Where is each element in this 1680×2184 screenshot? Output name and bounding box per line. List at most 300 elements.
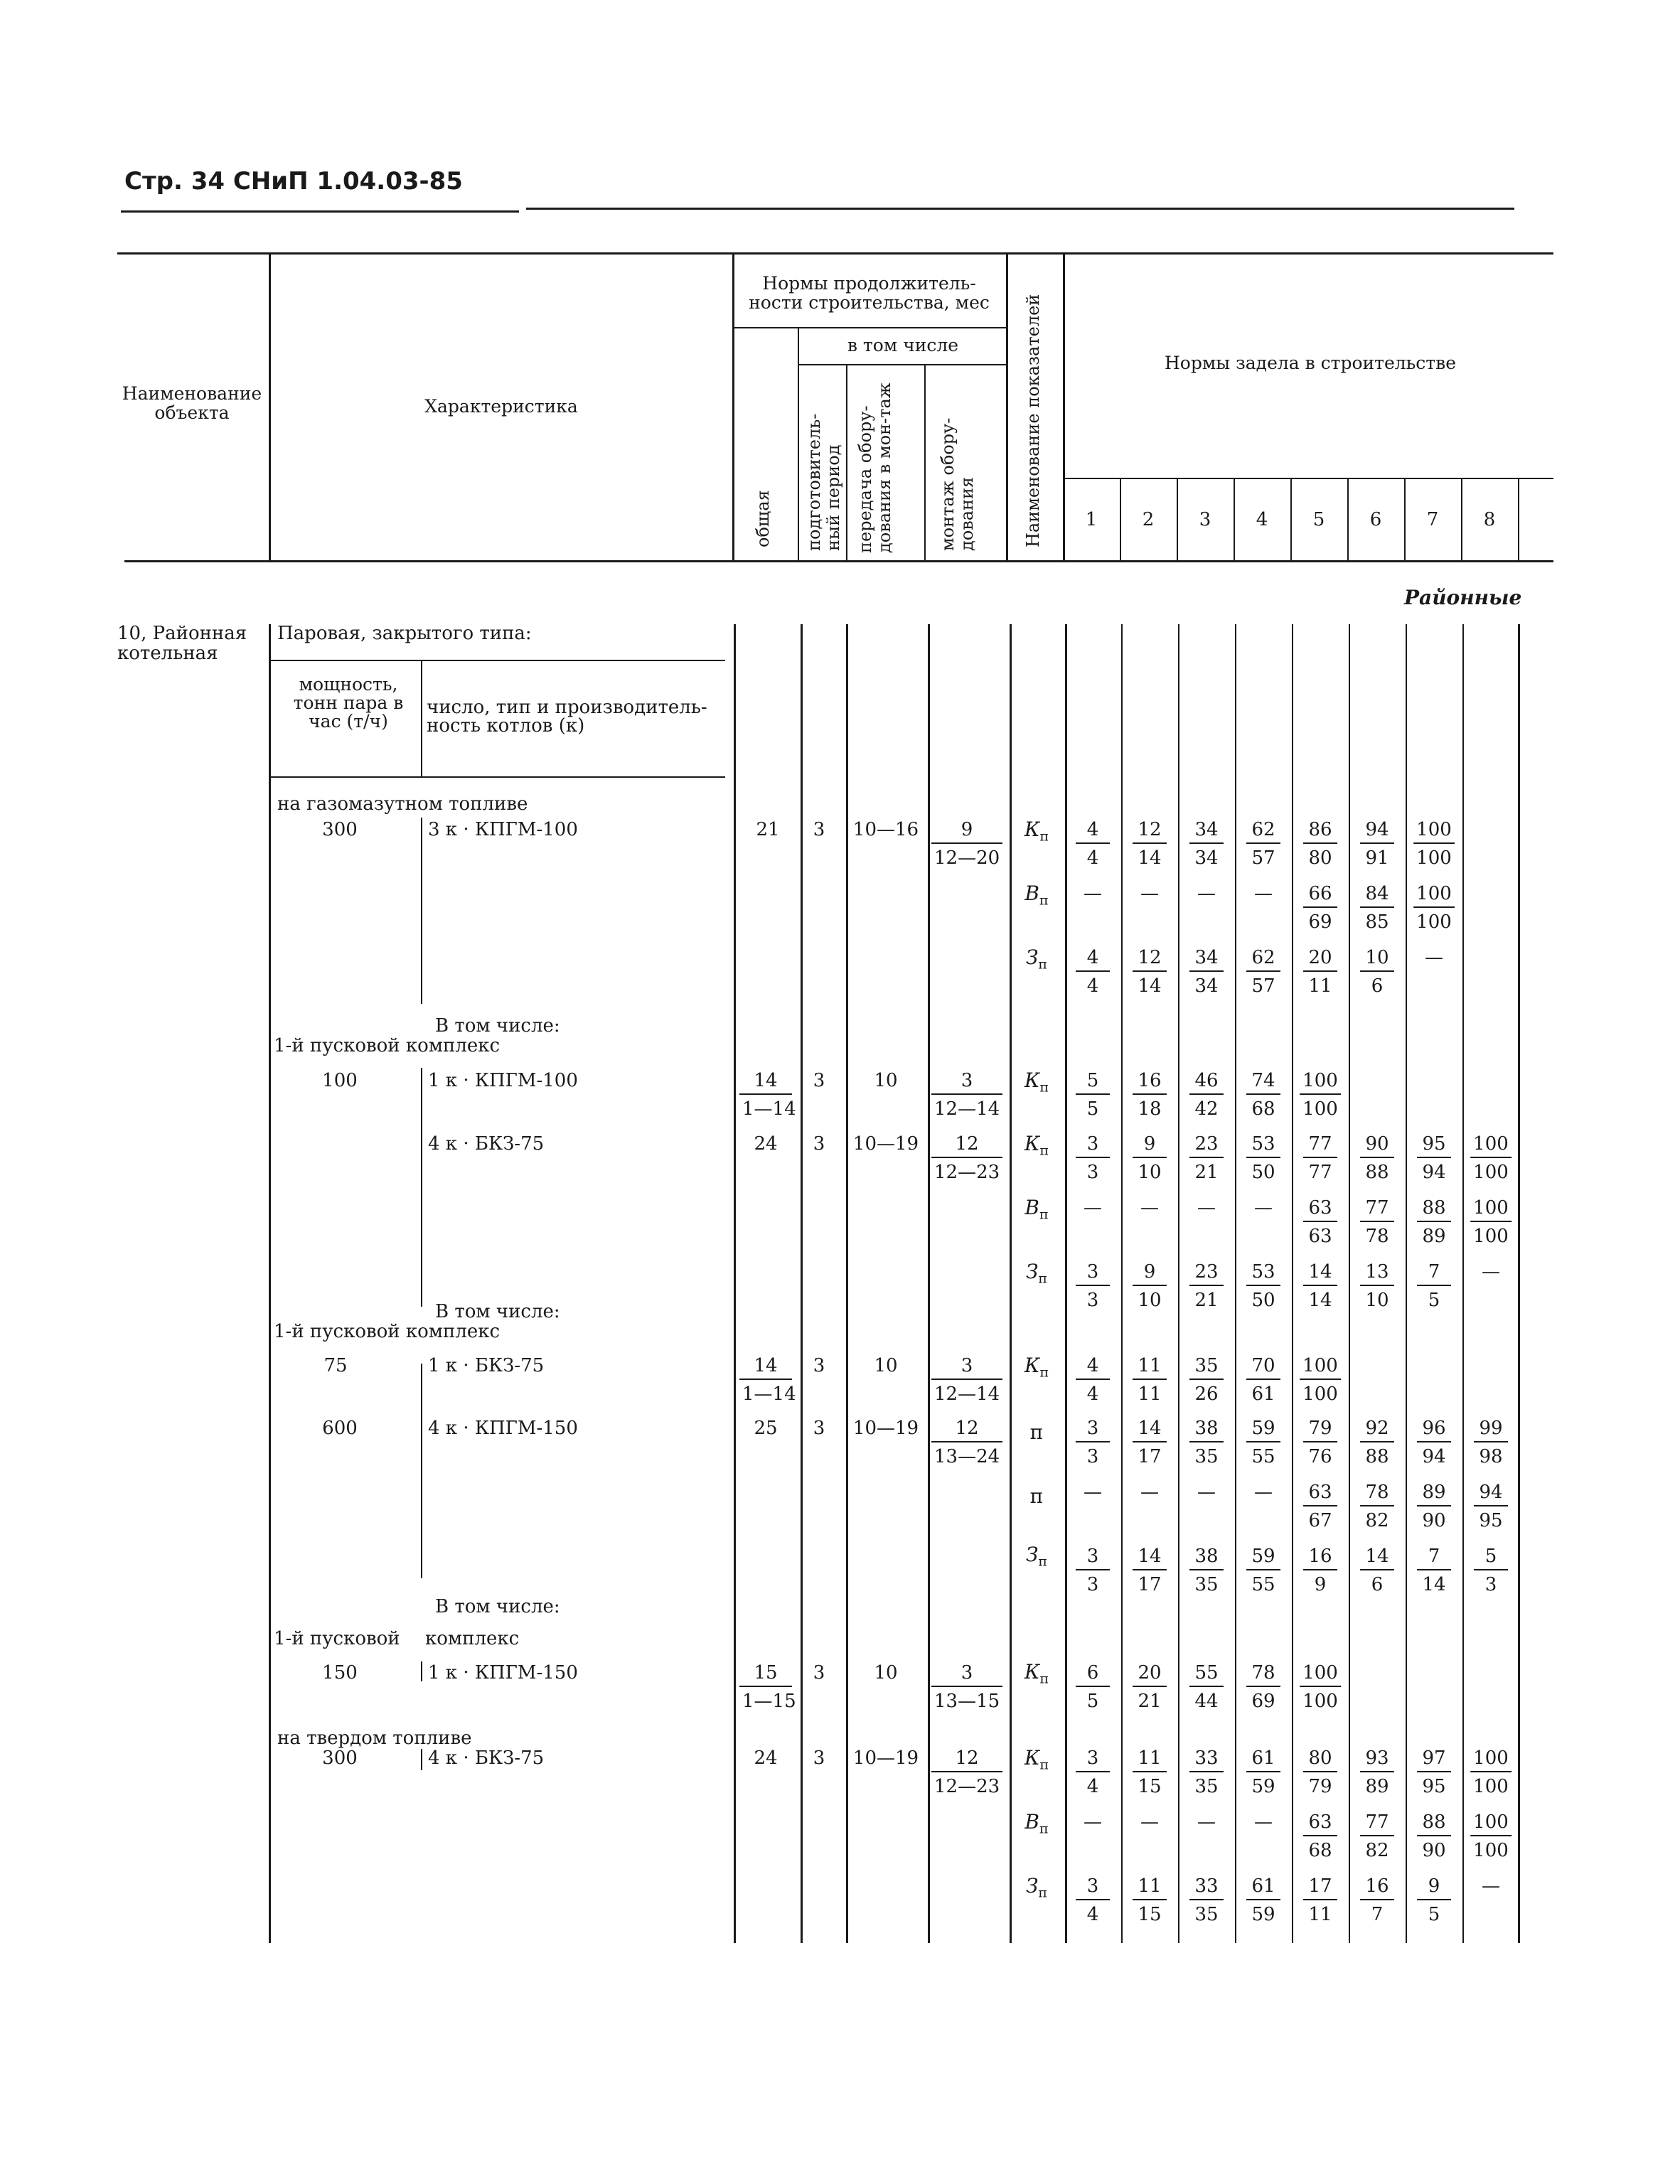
backlog-r7-Z-m4 (1246, 1875, 1280, 1925)
backlog-numerator: 4 (1076, 819, 1110, 844)
backlog-numerator: — (1425, 947, 1443, 968)
backlog-numerator: 100 (1413, 883, 1455, 908)
backlog-numerator: 34 (1189, 819, 1224, 844)
backlog-numerator: 77 (1360, 1811, 1394, 1836)
backlog-r7-K-m3 (1189, 1747, 1224, 1797)
backlog-numerator: 17 (1303, 1875, 1337, 1900)
row6-power: 150 (322, 1662, 358, 1684)
ind-sub: п (1038, 1885, 1048, 1901)
backlog-denominator: 82 (1365, 1510, 1389, 1531)
backlog-numerator: 3 (1076, 1747, 1110, 1772)
row7-install-d: 12—23 (934, 1776, 1000, 1797)
backlog-r3-B-m1 (1076, 1197, 1110, 1247)
backlog-r3-K-m7 (1417, 1133, 1451, 1183)
backlog-denominator: 42 (1194, 1098, 1219, 1120)
row1-boiler: 3 к · КПГМ-100 (428, 819, 578, 840)
backlog-denominator (1474, 1900, 1508, 1925)
backlog-denominator: 4 (1086, 847, 1099, 869)
backlog-r3-Z-m8 (1474, 1261, 1508, 1311)
backlog-denominator: 14 (1138, 975, 1162, 997)
backlog-denominator: 14 (1422, 1574, 1446, 1595)
backlog-r1-K-m2 (1133, 819, 1167, 869)
backlog-numerator: 46 (1189, 1070, 1224, 1095)
row2-transfer: 10 (874, 1070, 898, 1091)
backlog-r3-Z-m4 (1246, 1261, 1280, 1311)
backlog-denominator: 61 (1251, 1383, 1275, 1405)
backlog-numerator: 61 (1246, 1875, 1280, 1900)
sub-header-boilers: число, тип и производитель-ность котлов (к) (427, 697, 707, 737)
ind-letter: З (1025, 946, 1039, 969)
backlog-numerator: 9 (1133, 1261, 1167, 1286)
row7-install-n: 12 (931, 1747, 1002, 1772)
backlog-denominator: 5 (1086, 1691, 1099, 1712)
backlog-r6-K-m1 (1076, 1662, 1110, 1712)
backlog-numerator: 80 (1303, 1747, 1337, 1772)
row2-prep: 3 (813, 1070, 825, 1091)
month-7: 7 (1426, 509, 1439, 530)
backlog-r7-B-m4 (1246, 1811, 1280, 1861)
backlog-r1-B-m4 (1246, 883, 1280, 933)
backlog-denominator: 50 (1251, 1290, 1275, 1311)
backlog-denominator: 7 (1371, 1904, 1384, 1925)
row4-power: 75 (323, 1355, 348, 1376)
col-equip-transfer-text: передача обору-дования в мон-таж (855, 382, 894, 553)
backlog-denominator (1246, 1222, 1280, 1247)
row7-transfer: 10—19 (852, 1747, 919, 1769)
backlog-denominator: 3 (1086, 1290, 1099, 1311)
backlog-denominator: 59 (1251, 1904, 1275, 1925)
backlog-denominator: 78 (1365, 1226, 1389, 1247)
row2-total-n: 14 (739, 1070, 792, 1095)
col-including: в том числе (847, 335, 959, 355)
row1-total: 21 (756, 819, 780, 840)
row7-power: 300 (322, 1747, 358, 1769)
backlog-denominator: 100 (1473, 1776, 1509, 1797)
backlog-denominator: 34 (1194, 847, 1219, 869)
col-equip-install-text: монтаж обору-дования (938, 417, 977, 551)
backlog-denominator: 4 (1086, 1776, 1099, 1797)
backlog-denominator: 6 (1371, 975, 1384, 997)
label-launch-3a: 1-й пусковой (274, 1628, 400, 1649)
backlog-r7-B-m7 (1417, 1811, 1451, 1861)
backlog-denominator: 5 (1086, 1098, 1099, 1120)
backlog-r4-K-m2 (1133, 1355, 1167, 1405)
backlog-r4-K-m5 (1300, 1355, 1341, 1405)
row4-total-n: 14 (739, 1355, 792, 1380)
backlog-numerator: — (1482, 1261, 1500, 1283)
backlog-denominator: 68 (1308, 1840, 1332, 1861)
backlog-denominator: 50 (1251, 1162, 1275, 1183)
backlog-denominator (1189, 1836, 1224, 1861)
label-launch-1: 1-й пусковой комплекс (274, 1035, 501, 1056)
backlog-r3-B-m7 (1417, 1197, 1451, 1247)
sub-header-power: мощность, тонн пара в час (т/ч) (293, 674, 404, 732)
section-label: Районные (1404, 586, 1522, 609)
backlog-denominator: 4 (1086, 1383, 1099, 1405)
row5-install-d: 13—24 (934, 1446, 1000, 1467)
backlog-r3-Z-m5 (1303, 1261, 1337, 1311)
backlog-r3-K-m8 (1470, 1133, 1512, 1183)
backlog-numerator: 14 (1360, 1546, 1394, 1570)
backlog-r5-Z-m7 (1417, 1546, 1451, 1595)
backlog-r7-Z-m5 (1303, 1875, 1337, 1925)
backlog-denominator: 3 (1484, 1574, 1497, 1595)
backlog-numerator: 14 (1133, 1418, 1167, 1442)
backlog-denominator (1133, 908, 1167, 933)
backlog-numerator: 14 (1133, 1546, 1167, 1570)
backlog-numerator: 3 (1076, 1875, 1110, 1900)
backlog-numerator: 88 (1417, 1197, 1451, 1222)
backlog-denominator: 88 (1365, 1446, 1389, 1467)
backlog-r7-Z-m3 (1189, 1875, 1224, 1925)
backlog-numerator: 53 (1246, 1261, 1280, 1286)
row3-install-n: 12 (931, 1133, 1002, 1158)
backlog-denominator: 100 (1302, 1098, 1338, 1120)
ind-sub: п (1039, 828, 1049, 845)
backlog-numerator: — (1140, 1197, 1159, 1219)
backlog-numerator: 16 (1360, 1875, 1394, 1900)
backlog-denominator: 57 (1251, 975, 1275, 997)
backlog-denominator: 17 (1138, 1574, 1162, 1595)
row4-total-d: 1—14 (742, 1383, 796, 1405)
backlog-numerator: 100 (1470, 1747, 1512, 1772)
backlog-denominator (1076, 908, 1110, 933)
backlog-numerator: 79 (1303, 1418, 1337, 1442)
backlog-numerator: 7 (1417, 1261, 1451, 1286)
backlog-denominator: 90 (1422, 1840, 1446, 1861)
backlog-numerator: 3 (1076, 1546, 1110, 1570)
backlog-r1-K-m4 (1246, 819, 1280, 869)
ind-letter: К (1024, 1132, 1040, 1155)
backlog-numerator: 86 (1303, 819, 1337, 844)
backlog-r1-B-m5 (1303, 883, 1337, 933)
col-object-name: Наименование объекта (122, 383, 262, 423)
backlog-numerator: 97 (1417, 1747, 1451, 1772)
ind-sub: п (1038, 1270, 1048, 1287)
ind-sub: п (1039, 1364, 1049, 1381)
backlog-denominator (1246, 1506, 1280, 1531)
backlog-numerator: 93 (1360, 1747, 1394, 1772)
backlog-numerator: 9 (1417, 1875, 1451, 1900)
ind-letter: К (1024, 1660, 1040, 1684)
backlog-r5-B-m8 (1474, 1482, 1508, 1531)
backlog-numerator: 100 (1300, 1070, 1341, 1095)
backlog-r3-B-m4 (1246, 1197, 1280, 1247)
backlog-r7-K-m7 (1417, 1747, 1451, 1797)
backlog-numerator: 5 (1076, 1070, 1110, 1095)
month-4: 4 (1256, 509, 1268, 530)
backlog-denominator: 35 (1194, 1446, 1219, 1467)
backlog-denominator (1189, 1222, 1224, 1247)
backlog-denominator: 5 (1428, 1290, 1440, 1311)
row7-boiler: 4 к · БКЗ-75 (428, 1747, 545, 1769)
backlog-numerator: 3 (1076, 1418, 1110, 1442)
row3-transfer: 10—19 (852, 1133, 919, 1155)
backlog-numerator: 84 (1360, 883, 1394, 908)
row5-transfer: 10—19 (852, 1418, 919, 1439)
backlog-numerator: — (1254, 1197, 1273, 1219)
backlog-numerator: 4 (1076, 947, 1110, 972)
backlog-numerator: 5 (1474, 1546, 1508, 1570)
backlog-r7-K-m6 (1360, 1747, 1394, 1797)
backlog-denominator: 15 (1138, 1776, 1162, 1797)
backlog-r5-B-m3 (1189, 1482, 1224, 1531)
backlog-r7-Z-m8 (1474, 1875, 1508, 1925)
backlog-denominator (1076, 1836, 1110, 1861)
backlog-numerator: 70 (1246, 1355, 1280, 1380)
backlog-numerator: 13 (1360, 1261, 1394, 1286)
backlog-denominator: 35 (1194, 1776, 1219, 1797)
backlog-numerator: — (1254, 883, 1273, 904)
backlog-denominator: 100 (1302, 1691, 1338, 1712)
month-8: 8 (1483, 509, 1496, 530)
backlog-r5-B-m7 (1417, 1482, 1451, 1531)
backlog-r7-B-m2 (1133, 1811, 1167, 1861)
ind-letter: З (1025, 1260, 1039, 1283)
backlog-r5-K-m1 (1076, 1418, 1110, 1467)
backlog-numerator: 77 (1360, 1197, 1394, 1222)
backlog-numerator: — (1254, 1482, 1273, 1503)
backlog-denominator: 77 (1308, 1162, 1332, 1183)
backlog-denominator: 100 (1416, 911, 1452, 933)
backlog-numerator: 89 (1417, 1482, 1451, 1506)
backlog-numerator: 63 (1303, 1197, 1337, 1222)
backlog-numerator: 88 (1417, 1811, 1451, 1836)
backlog-numerator: — (1140, 1482, 1159, 1503)
backlog-denominator (1076, 1222, 1110, 1247)
backlog-numerator: 61 (1246, 1747, 1280, 1772)
backlog-denominator: 5 (1428, 1904, 1440, 1925)
backlog-numerator: 77 (1303, 1133, 1337, 1158)
backlog-denominator (1246, 908, 1280, 933)
backlog-denominator: 98 (1479, 1446, 1503, 1467)
ind-sub: п (1039, 1142, 1049, 1159)
backlog-denominator (1133, 1506, 1167, 1531)
backlog-r7-K-m8 (1470, 1747, 1512, 1797)
backlog-denominator (1133, 1222, 1167, 1247)
backlog-numerator: — (1140, 1811, 1159, 1833)
backlog-numerator: 92 (1360, 1418, 1394, 1442)
ind-plain: п (1029, 1484, 1044, 1508)
backlog-r6-K-m2 (1133, 1662, 1167, 1712)
row6-boiler: 1 к · КПГМ-150 (428, 1662, 578, 1684)
backlog-numerator: — (1254, 1811, 1273, 1833)
backlog-denominator: 100 (1302, 1383, 1338, 1405)
backlog-denominator: 100 (1473, 1840, 1509, 1861)
row4-install-n: 3 (931, 1355, 1002, 1380)
backlog-r1-K-m1 (1076, 819, 1110, 869)
backlog-numerator: — (1197, 1482, 1216, 1503)
row2-install-n: 3 (931, 1070, 1002, 1095)
backlog-numerator: 63 (1303, 1482, 1337, 1506)
ind-sub: п (1039, 1079, 1049, 1096)
backlog-r2-K-m5 (1300, 1070, 1341, 1120)
backlog-denominator: 69 (1251, 1691, 1275, 1712)
backlog-r3-Z-m7 (1417, 1261, 1451, 1311)
backlog-denominator: 17 (1138, 1446, 1162, 1467)
ind-letter: К (1024, 1746, 1040, 1770)
backlog-numerator: 59 (1246, 1418, 1280, 1442)
row2-install-d: 12—14 (934, 1098, 1000, 1120)
month-2: 2 (1142, 509, 1155, 530)
backlog-r6-K-m5 (1300, 1662, 1341, 1712)
row7-total: 24 (754, 1747, 778, 1769)
backlog-r7-B-m5 (1303, 1811, 1337, 1861)
row1-install-d: 12—20 (934, 847, 1000, 869)
backlog-r2-K-m2 (1133, 1070, 1167, 1120)
backlog-denominator: 69 (1308, 911, 1332, 933)
label-launch-2: 1-й пусковой комплекс (274, 1321, 501, 1342)
row3-install-d: 12—23 (934, 1162, 1000, 1183)
ind-letter: З (1025, 1874, 1039, 1897)
backlog-denominator: 18 (1138, 1098, 1162, 1120)
backlog-numerator: — (1140, 883, 1159, 904)
backlog-r3-K-m6 (1360, 1133, 1394, 1183)
backlog-r5-B-m4 (1246, 1482, 1280, 1531)
backlog-numerator: 20 (1303, 947, 1337, 972)
backlog-denominator (1189, 908, 1224, 933)
backlog-numerator: — (1197, 1811, 1216, 1833)
backlog-numerator: 6 (1076, 1662, 1110, 1687)
backlog-numerator: 16 (1303, 1546, 1337, 1570)
row5-prep: 3 (813, 1418, 825, 1439)
backlog-numerator: 11 (1133, 1875, 1167, 1900)
backlog-denominator: 35 (1194, 1904, 1219, 1925)
backlog-r3-K-m3 (1189, 1133, 1224, 1183)
label-incl-1: В том числе: (435, 1015, 560, 1037)
row4-transfer: 10 (874, 1355, 898, 1376)
backlog-r3-B-m3 (1189, 1197, 1224, 1247)
backlog-numerator: 38 (1189, 1546, 1224, 1570)
backlog-r3-Z-m2 (1133, 1261, 1167, 1311)
backlog-r5-B-m6 (1360, 1482, 1394, 1531)
backlog-r1-K-m6 (1360, 819, 1394, 869)
backlog-numerator: 90 (1360, 1133, 1394, 1158)
ind-sub: п (1039, 1757, 1049, 1773)
row4-boiler: 1 к · БКЗ-75 (428, 1355, 545, 1376)
backlog-denominator: 89 (1422, 1226, 1446, 1247)
backlog-denominator: 63 (1308, 1226, 1332, 1247)
col-indicators: Наименование показателей (1023, 294, 1043, 547)
backlog-r7-Z-m6 (1360, 1875, 1394, 1925)
backlog-r1-B-m2 (1133, 883, 1167, 933)
backlog-numerator: 33 (1189, 1747, 1224, 1772)
label-solid: на твердом топливе (277, 1728, 472, 1749)
row2-power: 100 (322, 1070, 358, 1091)
backlog-numerator: 35 (1189, 1355, 1224, 1380)
ind-sub: п (1039, 1206, 1049, 1223)
row3-prep: 3 (813, 1133, 825, 1155)
backlog-r4-K-m4 (1246, 1355, 1280, 1405)
ind-sub: п (1039, 1821, 1049, 1837)
backlog-r5-Z-m2 (1133, 1546, 1167, 1595)
row1-install-n: 9 (931, 819, 1002, 844)
backlog-r1-Z-m3 (1189, 947, 1224, 997)
backlog-denominator: 85 (1365, 911, 1389, 933)
backlog-numerator: 10 (1360, 947, 1394, 972)
ind-letter: В (1024, 1810, 1039, 1834)
ind-sub: п (1039, 892, 1049, 909)
ind-letter: В (1024, 1196, 1039, 1219)
label-incl-3: В том числе: (435, 1596, 560, 1617)
backlog-r2-K-m1 (1076, 1070, 1110, 1120)
backlog-r7-B-m8 (1470, 1811, 1512, 1861)
backlog-numerator: 99 (1474, 1418, 1508, 1442)
backlog-denominator: 44 (1194, 1691, 1219, 1712)
backlog-r7-B-m6 (1360, 1811, 1394, 1861)
backlog-denominator: 55 (1251, 1446, 1275, 1467)
backlog-denominator (1246, 1836, 1280, 1861)
backlog-r3-B-m5 (1303, 1197, 1337, 1247)
backlog-numerator: — (1084, 1197, 1102, 1219)
backlog-denominator: 11 (1308, 975, 1332, 997)
backlog-r3-Z-m3 (1189, 1261, 1224, 1311)
backlog-r5-Z-m5 (1303, 1546, 1337, 1595)
backlog-denominator: 55 (1251, 1574, 1275, 1595)
backlog-r1-K-m3 (1189, 819, 1224, 869)
backlog-denominator: 100 (1473, 1162, 1509, 1183)
backlog-r4-K-m1 (1076, 1355, 1110, 1405)
backlog-denominator: 89 (1365, 1776, 1389, 1797)
backlog-denominator: 91 (1365, 847, 1389, 869)
col-total: общая (753, 490, 773, 547)
backlog-numerator: 100 (1300, 1355, 1341, 1380)
backlog-denominator: 34 (1194, 975, 1219, 997)
backlog-r5-K-m2 (1133, 1418, 1167, 1467)
backlog-r1-B-m6 (1360, 883, 1394, 933)
backlog-numerator: 96 (1417, 1418, 1451, 1442)
backlog-r5-K-m7 (1417, 1418, 1451, 1467)
backlog-r1-Z-m1 (1076, 947, 1110, 997)
backlog-denominator: 67 (1308, 1510, 1332, 1531)
backlog-r7-Z-m1 (1076, 1875, 1110, 1925)
backlog-denominator: 6 (1371, 1574, 1384, 1595)
backlog-denominator: 14 (1308, 1290, 1332, 1311)
backlog-denominator: 11 (1138, 1383, 1162, 1405)
month-1: 1 (1085, 509, 1098, 530)
backlog-numerator: — (1084, 1482, 1102, 1503)
backlog-denominator: 10 (1365, 1290, 1389, 1311)
backlog-numerator: 78 (1246, 1662, 1280, 1687)
row2-boiler: 1 к · КПГМ-100 (428, 1070, 578, 1091)
backlog-numerator: 23 (1189, 1261, 1224, 1286)
backlog-denominator: 94 (1422, 1162, 1446, 1183)
backlog-r5-Z-m8 (1474, 1546, 1508, 1595)
col-norms-duration: Нормы продолжитель-ности строительства, мес (749, 273, 990, 313)
row4-prep: 3 (813, 1355, 825, 1376)
backlog-r5-K-m4 (1246, 1418, 1280, 1467)
backlog-numerator: 53 (1246, 1133, 1280, 1158)
ind-sub: п (1038, 1553, 1048, 1570)
col-prep-text: подготовитель-ный период (804, 413, 843, 551)
row1-prep: 3 (813, 819, 825, 840)
row5-total: 25 (754, 1418, 778, 1439)
backlog-numerator: 12 (1133, 947, 1167, 972)
ind-plain: п (1029, 1420, 1044, 1444)
backlog-r7-B-m3 (1189, 1811, 1224, 1861)
backlog-numerator: 23 (1189, 1133, 1224, 1158)
backlog-denominator: 95 (1422, 1776, 1446, 1797)
row2-total-d: 1—14 (742, 1098, 796, 1120)
object-name-line1: 10, Районная (117, 623, 247, 644)
row6-install-d: 13—15 (934, 1691, 1000, 1712)
backlog-r1-Z-m4 (1246, 947, 1280, 997)
backlog-r7-Z-m2 (1133, 1875, 1167, 1925)
backlog-denominator: 3 (1086, 1162, 1099, 1183)
backlog-denominator: 14 (1138, 847, 1162, 869)
backlog-numerator: 3 (1076, 1261, 1110, 1286)
backlog-numerator: 12 (1133, 819, 1167, 844)
